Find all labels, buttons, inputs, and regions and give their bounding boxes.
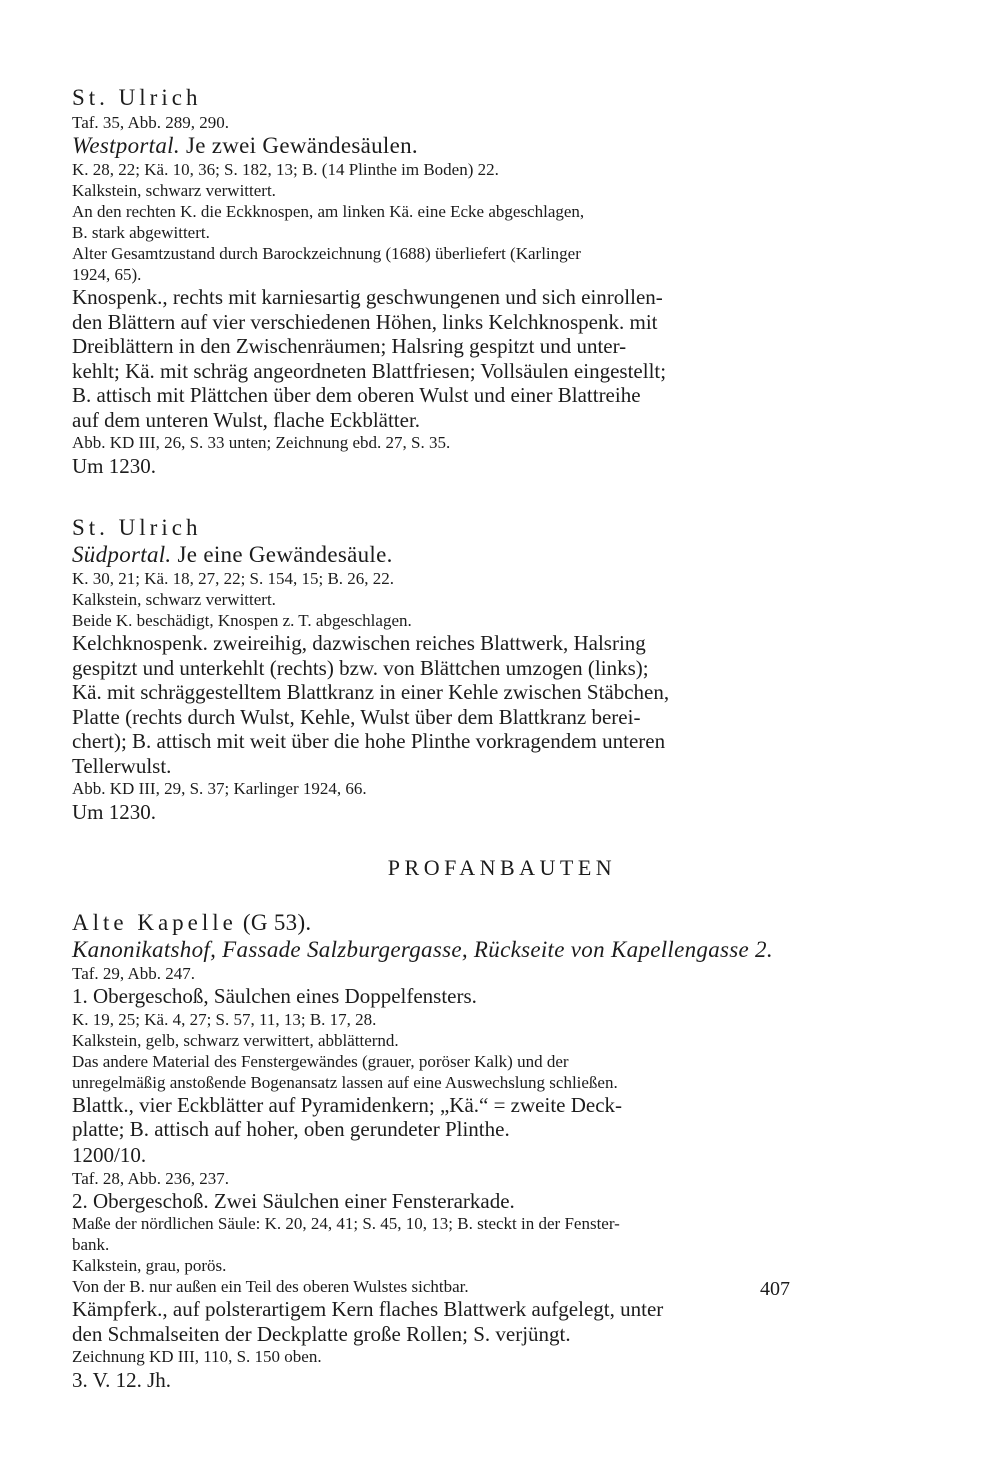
section-title: PROFANBAUTEN xyxy=(387,855,617,880)
text-line xyxy=(72,1189,802,1214)
text-line xyxy=(72,1234,802,1255)
text-line xyxy=(72,589,802,610)
text-line xyxy=(72,180,802,201)
line-text: Taf. 29, Abb. 247. xyxy=(72,964,195,983)
line-text: platte; B. attisch auf hoher, oben gerundeter Plinthe. xyxy=(72,1117,510,1141)
line-text: Maße der nördlichen Säule: K. 20, 24, 41; S. 45, 10, 13; B. steckt in der Fenster- xyxy=(72,1214,620,1233)
text-line xyxy=(72,222,802,243)
line-text: Um 1230. xyxy=(72,454,156,478)
line-text: Alter Gesamtzustand durch Barockzeichnung (1688) überliefert (Karlinger xyxy=(72,244,581,263)
entry-heading: St. Ulrich xyxy=(72,85,202,110)
entry-lines xyxy=(72,542,802,825)
italic-location: Kanonikatshof, Fassade Salzburgergasse, Rückseite von Kapellengasse 2. xyxy=(72,937,773,962)
text-line xyxy=(72,1072,802,1093)
entry-alte-kapelle xyxy=(72,909,802,1393)
text-line xyxy=(72,1255,802,1276)
line-text: Das andere Material des Fenstergewändes (grauer, poröser Kalk) und der xyxy=(72,1051,569,1071)
line-text: Kelchknospenk. zweireihig, dazwischen reiches Blattwerk, Halsring xyxy=(72,631,646,655)
line-text: Abb. KD III, 26, S. 33 unten; Zeichnung ebd. 27, S. 35. xyxy=(72,433,451,452)
entry-lines xyxy=(72,112,802,479)
line-text: 1200/10. xyxy=(72,1142,147,1167)
line-text: Von der B. nur außen ein Teil des oberen Wulstes sichtbar. xyxy=(72,1277,469,1296)
line-text: den Schmalseiten der Deckplatte große Rollen; S. verjüngt. xyxy=(72,1321,571,1346)
line-text: K. 28, 22; Kä. 10, 36; S. 182, 13; B. (14 Plinthe im Boden) 22. xyxy=(72,160,499,179)
text-line xyxy=(72,453,802,479)
line-text: Je eine Gewändesäule. xyxy=(171,542,393,567)
entry-st-ulrich-westportal xyxy=(72,84,802,479)
line-text: Dreiblättern in den Zwischenräumen; Halsring gespitzt und unter- xyxy=(72,334,627,358)
line-text: K. 19, 25; Kä. 4, 27; S. 57, 11, 13; B. 17, 28. xyxy=(72,1009,377,1029)
text-line xyxy=(72,1051,802,1072)
line-text: Knospenk., rechts mit karniesartig geschwungenen und sich einrollen- xyxy=(72,285,663,309)
line-text: Taf. 35, Abb. 289, 290. xyxy=(72,113,229,132)
text-line xyxy=(72,310,802,335)
page-content xyxy=(72,84,802,1393)
line-text: Kämpferk., auf polsterartigem Kern flaches Blattwerk aufgelegt, unter xyxy=(72,1297,664,1321)
text-line xyxy=(72,542,802,568)
entry-heading-name: Alte Kapelle xyxy=(72,910,237,935)
text-line xyxy=(72,568,802,589)
line-text: 3. V. 12. Jh. xyxy=(72,1368,172,1392)
line-text: 1924, 65). xyxy=(72,265,142,284)
entry-lines xyxy=(72,937,802,1393)
line-text: 1. Obergeschoß, Säulchen eines Doppelfensters. xyxy=(72,984,477,1008)
text-line xyxy=(72,112,802,133)
line-text: Kalkstein, gelb, schwarz verwittert, abblätternd. xyxy=(72,1030,399,1050)
text-line xyxy=(72,729,802,754)
line-text: Blattk., vier Eckblätter auf Pyramidenkern; „Kä.“ = zweite Deck- xyxy=(72,1092,623,1117)
text-line xyxy=(72,1093,802,1118)
line-text: Taf. 28, Abb. 236, 237. xyxy=(72,1168,229,1188)
line-text: K. 30, 21; Kä. 18, 27, 22; S. 154, 15; B. 26, 22. xyxy=(72,569,395,588)
text-line xyxy=(72,1213,802,1234)
text-line xyxy=(72,159,802,180)
text-line xyxy=(72,1367,802,1393)
text-line xyxy=(72,285,802,310)
entry-heading-suffix: (G 53). xyxy=(236,910,312,935)
line-text: Tellerwulst. xyxy=(72,753,172,778)
line-text: B. stark abgewittert. xyxy=(72,223,210,242)
text-line xyxy=(72,1346,802,1367)
line-text: kehlt; Kä. mit schräg angeordneten Blattfriesen; Vollsäulen eingestellt; xyxy=(72,358,667,383)
text-line xyxy=(72,778,802,799)
text-line xyxy=(72,334,802,359)
text-line xyxy=(72,1117,802,1142)
line-text: chert); B. attisch mit weit über die hohe Plinthe vorkragendem unteren xyxy=(72,729,666,753)
line-text: Kalkstein, grau, porös. xyxy=(72,1256,227,1275)
italic-location: Westportal. xyxy=(72,133,180,158)
text-line xyxy=(72,610,802,631)
italic-location: Südportal. xyxy=(72,542,172,567)
entry-heading: St. Ulrich xyxy=(72,515,202,540)
text-line xyxy=(72,243,802,264)
text-line xyxy=(72,1297,802,1322)
line-text: den Blättern auf vier verschiedenen Höhen, links Kelchknospenk. mit xyxy=(72,309,658,334)
line-text: bank. xyxy=(72,1235,110,1254)
entry-heading xyxy=(72,909,802,937)
text-line xyxy=(72,1276,802,1297)
line-text: gespitzt und unterkehlt (rechts) bzw. von Blättchen umzogen (links); xyxy=(72,655,649,680)
text-line xyxy=(72,754,802,779)
text-line xyxy=(72,705,802,730)
line-text: unregelmäßig anstoßende Bogenansatz lassen auf eine Auswechslung schließen. xyxy=(72,1072,618,1092)
line-text: auf dem unteren Wulst, flache Eckblätter. xyxy=(72,407,421,432)
text-line xyxy=(72,408,802,433)
line-text: B. attisch mit Plättchen über dem oberen Wulst und einer Blattreihe xyxy=(72,383,641,407)
text-line xyxy=(72,359,802,384)
text-line xyxy=(72,383,802,408)
entry-st-ulrich-suedportal xyxy=(72,514,802,825)
text-line xyxy=(72,963,802,984)
text-line xyxy=(72,264,802,285)
line-text: Beide K. beschädigt, Knospen z. T. abgeschlagen. xyxy=(72,611,412,630)
line-text: Kalkstein, schwarz verwittert. xyxy=(72,181,276,200)
text-line xyxy=(72,937,802,963)
text-line xyxy=(72,133,802,159)
text-line xyxy=(72,799,802,825)
text-line xyxy=(72,656,802,681)
text-line xyxy=(72,1322,802,1347)
line-text: Kä. mit schräggestelltem Blattkranz in einer Kehle zwischen Stäbchen, xyxy=(72,680,670,704)
page-number: 407 xyxy=(760,1278,790,1300)
line-text: Zeichnung KD III, 110, S. 150 oben. xyxy=(72,1347,322,1366)
text-line xyxy=(72,1168,802,1189)
text-line xyxy=(72,1030,802,1051)
line-text: Kalkstein, schwarz verwittert. xyxy=(72,590,276,609)
line-text: 2. Obergeschoß. Zwei Säulchen einer Fensterarkade. xyxy=(72,1188,515,1213)
text-line xyxy=(72,432,802,453)
line-text: An den rechten K. die Eckknospen, am linken Kä. eine Ecke abgeschlagen, xyxy=(72,202,585,221)
text-line xyxy=(72,1009,802,1030)
text-line xyxy=(72,201,802,222)
text-line xyxy=(72,631,802,656)
line-text: Je zwei Gewändesäulen. xyxy=(179,133,418,158)
line-text: Abb. KD III, 29, S. 37; Karlinger 1924, 66. xyxy=(72,779,367,798)
line-text: Platte (rechts durch Wulst, Kehle, Wulst über dem Blattkranz berei- xyxy=(72,704,641,729)
line-text: Um 1230. xyxy=(72,800,156,824)
text-line xyxy=(72,984,802,1009)
text-line xyxy=(72,1142,802,1168)
text-line xyxy=(72,680,802,705)
